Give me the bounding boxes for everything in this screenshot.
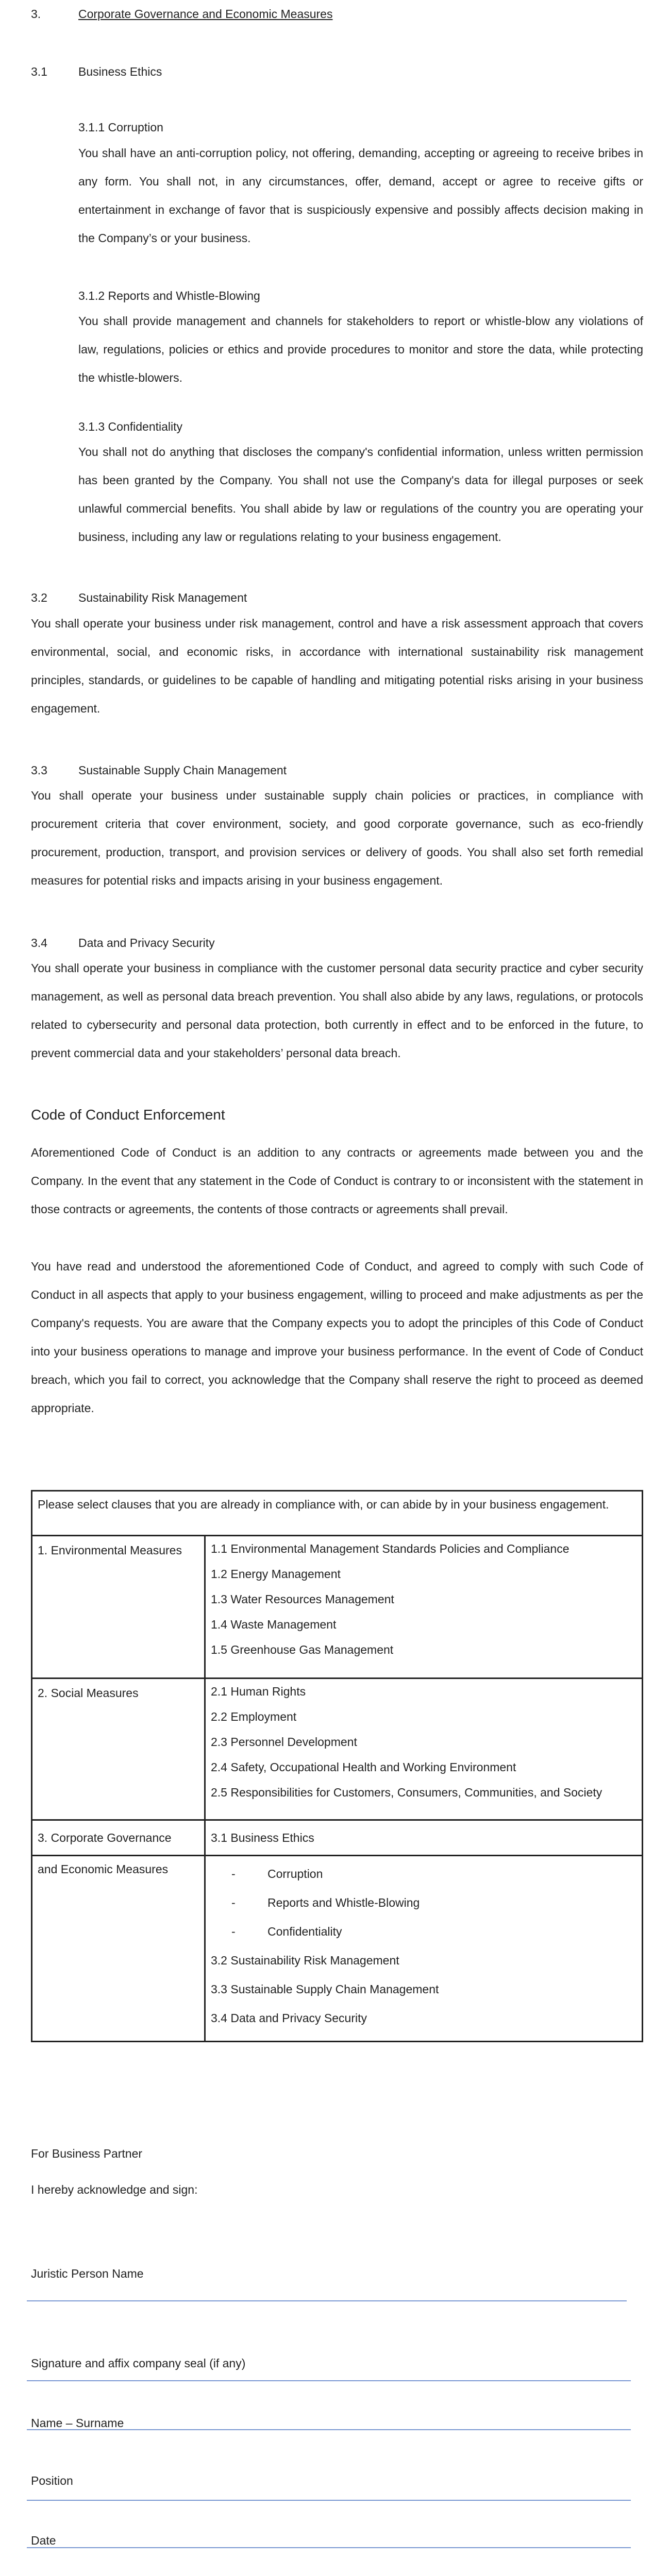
category-cell-environmental bbox=[32, 1536, 205, 1679]
clause-option-2-2[interactable]: 2.2 Employment bbox=[211, 1710, 297, 1723]
subsection-number-3-3: 3.3 bbox=[31, 764, 47, 777]
enforcement-paragraph-1: Aforementioned Code of Conduct is an addition to any contracts or agreements made between you and the Company. In the event that any statement in the Code of Conduct is contrary to or inconsistent with the statement in those contracts or agreements, the contents of those contracts or agreements shall prevail. bbox=[31, 1146, 643, 1216]
items-cell-governance bbox=[205, 1856, 643, 2042]
subsection-title-3-2: Sustainability Risk Management bbox=[78, 591, 247, 604]
clause-option-1-4[interactable]: 1.4 Waste Management bbox=[211, 1618, 337, 1631]
clause-option-3-1[interactable]: 3.1 Business Ethics bbox=[211, 1831, 314, 1844]
category-label-governance-1: 3. Corporate Governance bbox=[38, 1831, 172, 1844]
clause-option-3-1-3[interactable] bbox=[211, 1917, 636, 1946]
position-label: Position bbox=[31, 2474, 73, 2487]
table-header-cell bbox=[32, 1491, 643, 1536]
date-line[interactable] bbox=[27, 2547, 631, 2548]
business-partner-label: For Business Partner bbox=[31, 2147, 143, 2160]
category-label-governance-2: and Economic Measures bbox=[38, 1862, 169, 1876]
clause-title-3-1-2: 3.1.2 Reports and Whistle-Blowing bbox=[78, 289, 260, 302]
clause-option-3-3[interactable]: 3.3 Sustainable Supply Chain Management bbox=[211, 1982, 439, 1996]
items-cell-environmental bbox=[205, 1536, 643, 1679]
clause-option-3-1-1[interactable] bbox=[211, 1859, 636, 1888]
subsection-text-3-2: You shall operate your business under risk management, control and have a risk assessment approach that covers environmental, social, and economic risks, in accordance with international sustainability risk management principles, standards, or guidelines to be capable of handling and mitigating potential risks arising in your business engagement. bbox=[31, 617, 643, 715]
items-cell-governance-first bbox=[205, 1820, 643, 1856]
bullet-dash: - bbox=[231, 1867, 236, 1880]
subsection-number-3-1: 3.1 bbox=[31, 65, 47, 78]
category-cell-social bbox=[32, 1679, 205, 1820]
signature-seal-label: Signature and affix company seal (if any) bbox=[31, 2357, 246, 2370]
table-header-row bbox=[32, 1491, 643, 1536]
bullet-dash: - bbox=[231, 1925, 236, 1938]
name-surname-line[interactable] bbox=[27, 2429, 631, 2430]
clause-option-2-5[interactable]: 2.5 Responsibilities for Customers, Consumers, Communities, and Society bbox=[211, 1786, 602, 1799]
table-row-social bbox=[32, 1679, 643, 1820]
enforcement-paragraph-2: You have read and understood the aforementioned Code of Conduct, and agreed to comply with such Code of Conduct in all aspects that apply to your business engagement, willing to proceed and make adjustments as per the Company's requests. You are aware that the Company expects you to adopt the principles of this Code of Conduct into your business operations to manage and improve your business performance. In the event of Code of Conduct breach, which you fail to correct, you acknowledge that the Company shall reserve the right to proceed as deemed appropriate. bbox=[31, 1260, 643, 1415]
subsection-number-3-2: 3.2 bbox=[31, 591, 47, 604]
table-row-environmental bbox=[32, 1536, 643, 1679]
clause-option-1-3[interactable]: 1.3 Water Resources Management bbox=[211, 1592, 394, 1606]
clause-title-3-1-3: 3.1.3 Confidentiality bbox=[78, 420, 183, 433]
subsection-title-3-4: Data and Privacy Security bbox=[78, 936, 215, 950]
section-title: Corporate Governance and Economic Measures bbox=[78, 7, 333, 21]
category-label-social: 2. Social Measures bbox=[38, 1686, 139, 1700]
date-label: Date bbox=[31, 2534, 56, 2547]
clause-option-1-1[interactable]: 1.1 Environmental Management Standards Policies and Compliance bbox=[211, 1542, 569, 1555]
position-line[interactable] bbox=[27, 2500, 631, 2501]
sub-clause-label: Confidentiality bbox=[267, 1925, 342, 1938]
subsection-number-3-4: 3.4 bbox=[31, 936, 47, 950]
clause-text-3-1-3: You shall not do anything that discloses the company's confidential information, unless written permission has been granted by the Company. You shall not use the Company's data for illegal purposes or seek unlawful commercial benefits. You shall abide by law or regulations of the country you are operating your business, including any law or regulations relating to your business engagement. bbox=[78, 445, 643, 544]
clause-text-3-1-2: You shall provide management and channels for stakeholders to report or whistle-blow any violations of law, regulations, policies or ethics and provide procedures to monitor and store the data, while protecting the whistle-blowers. bbox=[78, 314, 643, 384]
subsection-text-3-3: You shall operate your business under sustainable supply chain policies or practices, in compliance with procurement criteria that cover environment, society, and good corporate governance, such as eco-friendly procurement, production, transport, and provision services or delivery of goods. You shall also set forth remedial measures for potential risks and impacts arising in your business engagement. bbox=[31, 789, 643, 887]
sub-clause-label: Reports and Whistle-Blowing bbox=[267, 1896, 420, 1909]
clause-option-1-2[interactable]: 1.2 Energy Management bbox=[211, 1567, 341, 1581]
subsection-title-3-1: Business Ethics bbox=[78, 65, 162, 78]
bullet-dash: - bbox=[231, 1896, 236, 1909]
clause-option-3-2[interactable]: 3.2 Sustainability Risk Management bbox=[211, 1954, 399, 1967]
category-cell-governance-line1 bbox=[32, 1820, 205, 1856]
clause-option-2-1[interactable]: 2.1 Human Rights bbox=[211, 1685, 306, 1698]
items-cell-social bbox=[205, 1679, 643, 1820]
category-label-environmental: 1. Environmental Measures bbox=[38, 1544, 182, 1557]
clause-option-1-5[interactable]: 1.5 Greenhouse Gas Management bbox=[211, 1643, 394, 1656]
subsection-title-3-3: Sustainable Supply Chain Management bbox=[78, 764, 287, 777]
juristic-person-line[interactable] bbox=[27, 2300, 627, 2301]
juristic-person-label: Juristic Person Name bbox=[31, 2267, 144, 2280]
section-number: 3. bbox=[31, 7, 41, 21]
clause-option-2-3[interactable]: 2.3 Personnel Development bbox=[211, 1735, 357, 1749]
acknowledge-label: I hereby acknowledge and sign: bbox=[31, 2183, 198, 2196]
table-row-governance-header bbox=[32, 1820, 643, 1856]
sub-clause-label: Corruption bbox=[267, 1867, 323, 1880]
name-surname-label: Name – Surname bbox=[31, 2416, 124, 2430]
table-row-governance bbox=[32, 1856, 643, 2042]
category-cell-governance-line2 bbox=[32, 1856, 205, 2042]
signature-line[interactable] bbox=[27, 2380, 631, 2381]
clause-text-3-1-1: You shall have an anti-corruption policy, not offering, demanding, accepting or agreeing to receive bribes in any form. You shall not, in any circumstances, offer, demand, accept or agree to receive gifts or entertainment in exchange of favor that is suspiciously expensive and possibly affects decision making in the Company’s or your business. bbox=[78, 146, 643, 245]
subsection-text-3-4: You shall operate your business in compliance with the customer personal data security practice and cyber security management, as well as personal data breach prevention. You shall also abide by any laws, regulations, or protocols related to cybersecurity and personal data protection, both currently in effect and to be enforced in the future, to prevent commercial data and your stakeholders’ personal data breach. bbox=[31, 961, 643, 1060]
table-header-text: Please select clauses that you are already in compliance with, or can abide by in your business engagement. bbox=[38, 1498, 609, 1511]
enforcement-heading: Code of Conduct Enforcement bbox=[31, 1107, 225, 1123]
clause-option-3-4[interactable]: 3.4 Data and Privacy Security bbox=[211, 2011, 367, 2025]
clause-option-2-4[interactable]: 2.4 Safety, Occupational Health and Working Environment bbox=[211, 1760, 516, 1774]
clause-option-3-1-2[interactable] bbox=[211, 1888, 636, 1917]
clause-title-3-1-1: 3.1.1 Corruption bbox=[78, 121, 163, 134]
clause-selection-table bbox=[31, 1490, 643, 2042]
